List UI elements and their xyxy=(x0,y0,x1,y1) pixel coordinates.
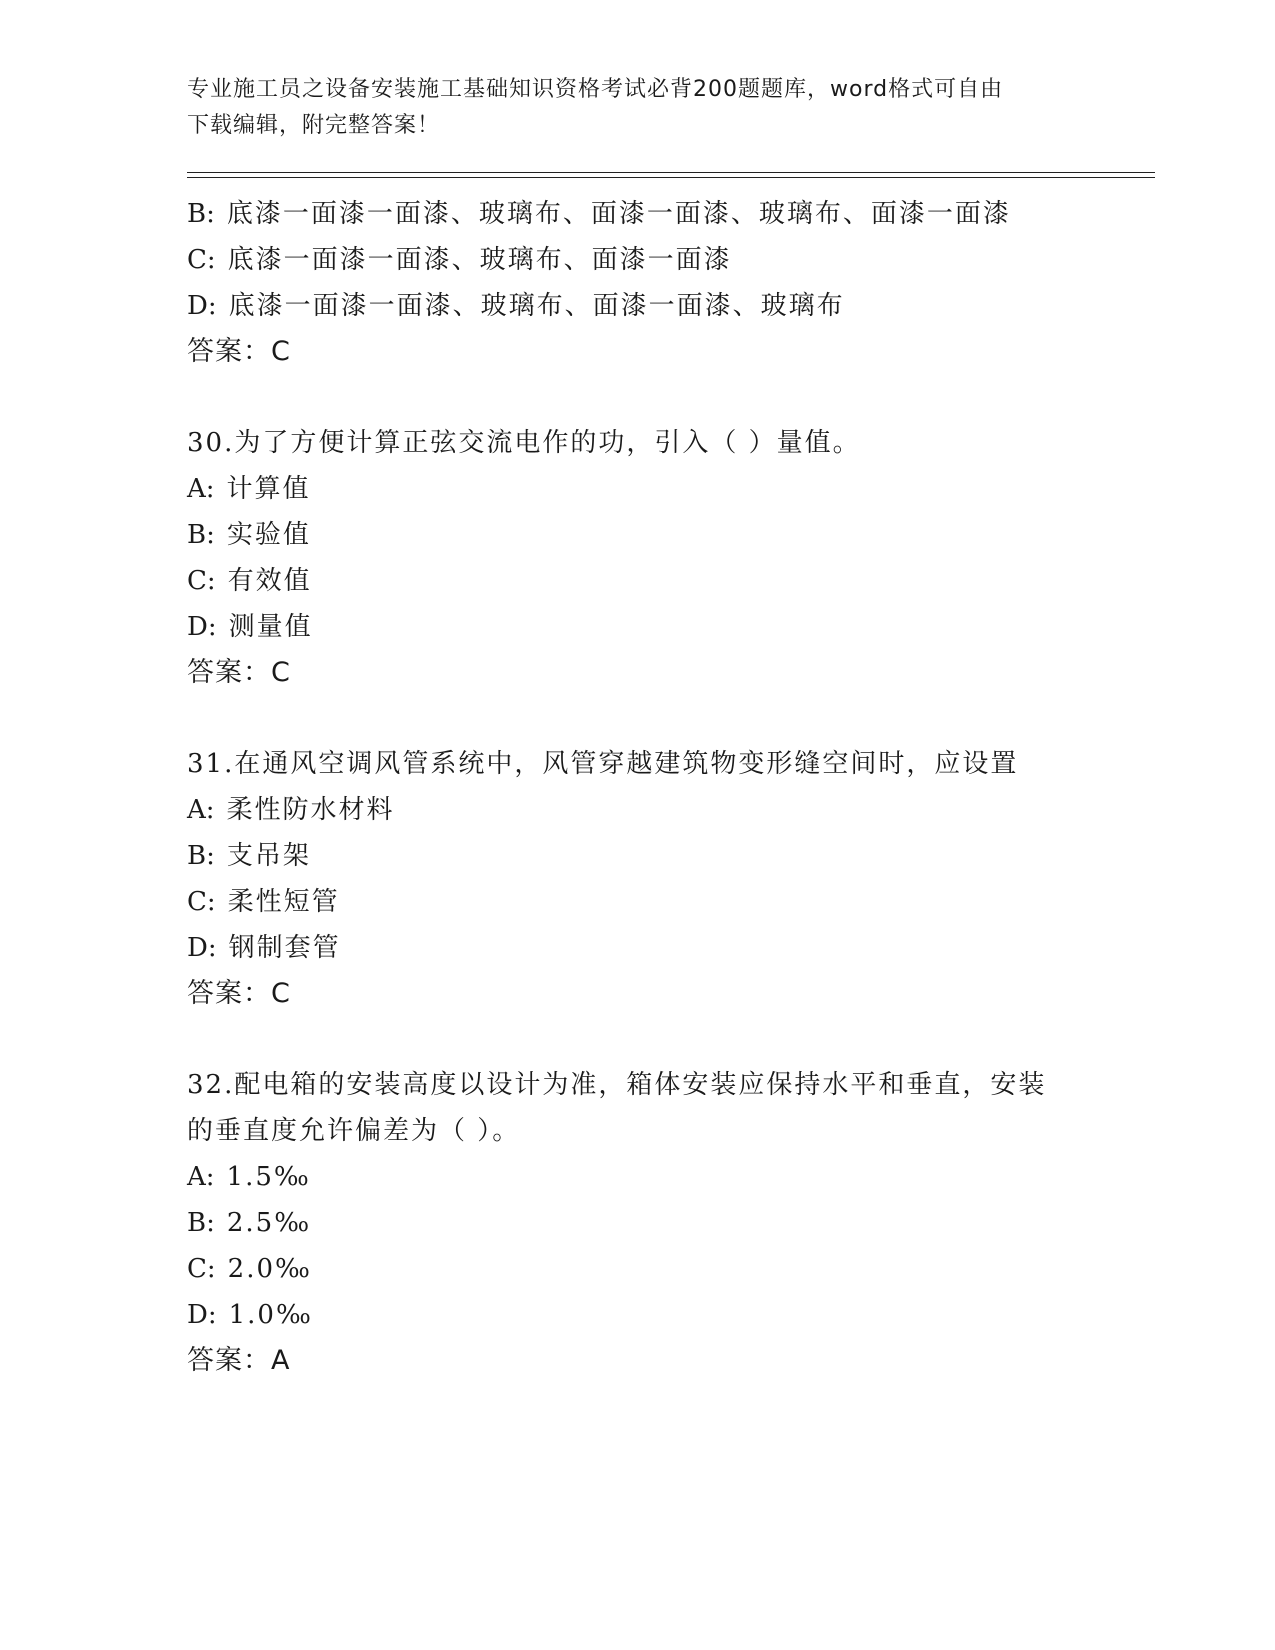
option-letter: A: xyxy=(187,795,215,825)
option-letter: C: xyxy=(187,1254,216,1284)
continued-question xyxy=(187,191,1155,375)
option-letter: C: xyxy=(187,887,216,917)
option-text: 底漆一面漆一面漆、玻璃布、面漆一面漆、玻璃布 xyxy=(228,291,845,321)
option-d xyxy=(187,604,1155,650)
question-31 xyxy=(187,741,1155,1017)
option-b xyxy=(187,191,1155,237)
option-b xyxy=(187,833,1155,879)
question-32 xyxy=(187,1062,1155,1384)
option-text: 有效值 xyxy=(227,566,312,596)
option-text: 底漆一面漆一面漆、玻璃布、面漆一面漆 xyxy=(227,245,732,275)
option-letter: B: xyxy=(187,841,215,871)
header-line-1: 专业施工员之设备安装施工基础知识资格考试必背200题题库，word格式可自由 xyxy=(187,77,1004,102)
option-text: 柔性短管 xyxy=(227,887,340,917)
answer-line: 答案：C xyxy=(187,336,291,367)
option-letter: B: xyxy=(187,520,215,550)
option-d xyxy=(187,283,1155,329)
option-letter: D: xyxy=(187,1300,217,1330)
option-letter: A: xyxy=(187,474,215,504)
question-text: 31.在通风空调风管系统中，风管穿越建筑物变形缝空间时，应设置 xyxy=(187,749,1019,779)
option-text: 测量值 xyxy=(228,612,313,642)
option-b xyxy=(187,512,1155,558)
option-text: 2.0‰ xyxy=(227,1254,312,1284)
option-a xyxy=(187,1154,1155,1200)
question-text-line-1: 32.配电箱的安装高度以设计为准，箱体安装应保持水平和垂直，安装 xyxy=(187,1070,1047,1100)
option-letter: D: xyxy=(187,291,217,321)
option-letter: D: xyxy=(187,933,217,963)
answer-line: 答案：A xyxy=(187,1345,291,1376)
header-divider-bottom xyxy=(187,177,1155,178)
option-c xyxy=(187,237,1155,283)
question-list xyxy=(187,191,1155,1384)
option-b xyxy=(187,1200,1155,1246)
option-c xyxy=(187,558,1155,604)
document-header xyxy=(187,72,1067,144)
option-text: 钢制套管 xyxy=(228,933,341,963)
option-text: 实验值 xyxy=(226,520,311,550)
option-d xyxy=(187,925,1155,971)
header-line-2: 下载编辑，附完整答案！ xyxy=(187,113,441,138)
option-c xyxy=(187,1246,1155,1292)
answer-line: 答案：C xyxy=(187,978,291,1009)
option-a xyxy=(187,787,1155,833)
question-text-line-2: 的垂直度允许偏差为（ ）。 xyxy=(187,1116,521,1146)
option-text: 底漆一面漆一面漆、玻璃布、面漆一面漆、玻璃布、面漆一面漆 xyxy=(226,199,1011,229)
option-text: 计算值 xyxy=(226,474,311,504)
option-c xyxy=(187,879,1155,925)
question-30 xyxy=(187,420,1155,696)
option-a xyxy=(187,466,1155,512)
answer-line: 答案：C xyxy=(187,657,291,688)
option-text: 柔性防水材料 xyxy=(226,795,395,825)
option-letter: B: xyxy=(187,1208,215,1238)
header-divider-top xyxy=(187,172,1155,173)
option-letter: B: xyxy=(187,199,215,229)
option-text: 支吊架 xyxy=(226,841,311,871)
option-text: 1.0‰ xyxy=(228,1300,313,1330)
question-text: 30.为了方便计算正弦交流电作的功，引入（ ）量值。 xyxy=(187,428,861,458)
option-letter: D: xyxy=(187,612,217,642)
option-letter: A: xyxy=(187,1162,215,1192)
option-letter: C: xyxy=(187,245,216,275)
option-text: 1.5‰ xyxy=(226,1162,311,1192)
option-letter: C: xyxy=(187,566,216,596)
option-text: 2.5‰ xyxy=(226,1208,312,1238)
option-d xyxy=(187,1292,1155,1338)
